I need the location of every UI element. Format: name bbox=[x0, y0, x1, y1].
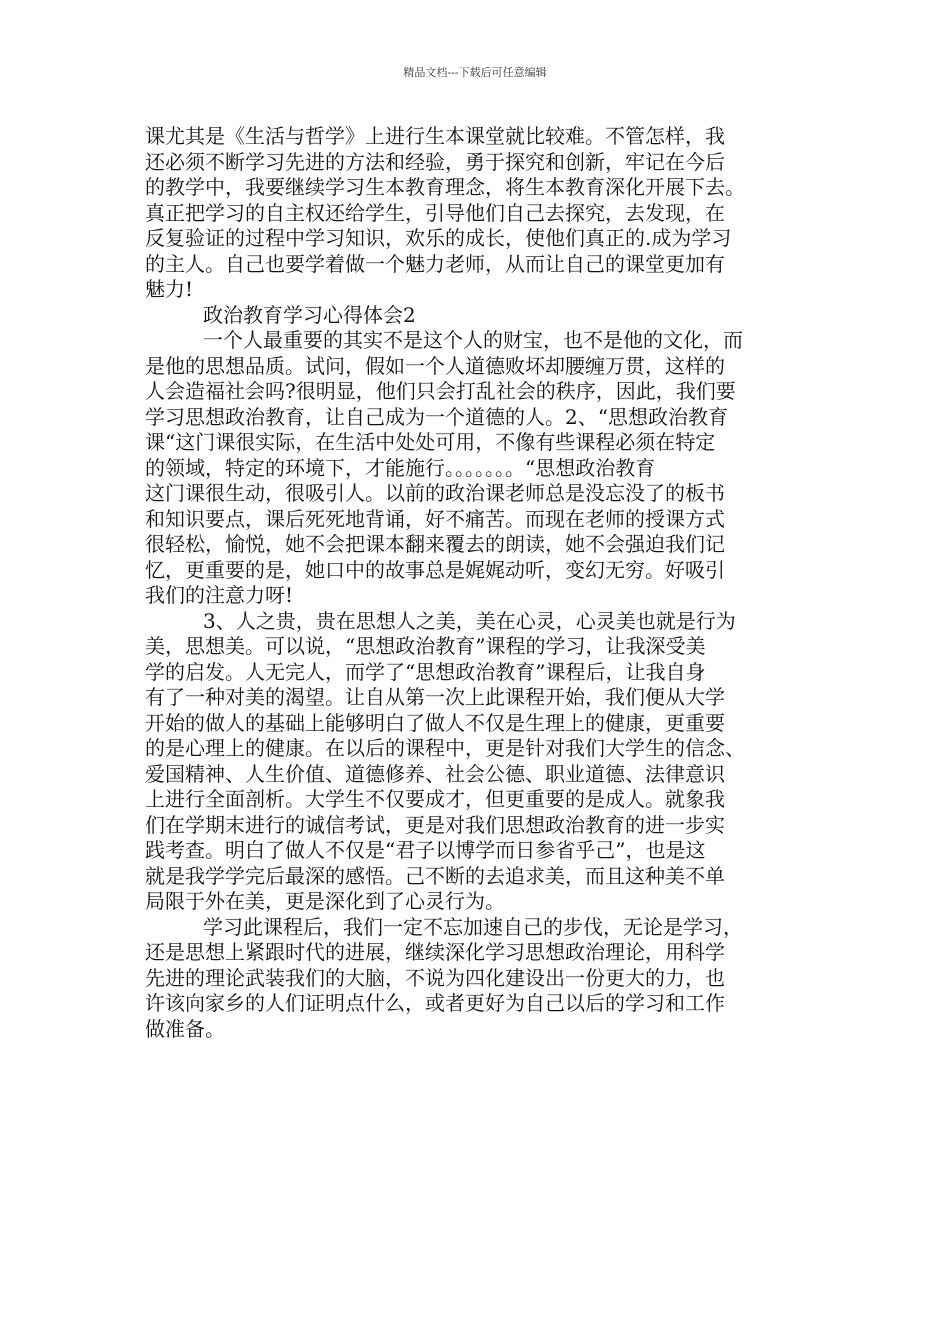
text-line: 践考查。明白了做人不仅是“君子以博学而日参省乎己”，也是这 bbox=[145, 838, 706, 862]
text-line: 和知识要点，课后死死地背诵，好不痛苦。而现在老师的授课方式 bbox=[145, 506, 725, 531]
text-line: 先进的理论武装我们的大脑，不说为四化建设出一份更大的力，也 bbox=[145, 965, 725, 990]
text-line: 课“这门课很实际，在生活中处处可用，不像有些课程必须在特定 bbox=[145, 430, 716, 454]
text-line: 爱国精神、人生价值、道德修养、社会公德、职业道德、法律意识 bbox=[145, 761, 725, 786]
text-line: 学习此课程后，我们一定不忘加速自己的步伐，无论是学习， bbox=[203, 914, 743, 939]
text-line: 一个人最重要的其实不是这个人的财宝，也不是他的文化，而 bbox=[203, 328, 743, 352]
document-body bbox=[145, 124, 823, 1042]
text-line: 有了一种对美的渴望。让自从第一次上此课程开始，我们便从大学 bbox=[145, 685, 725, 709]
text-line: 课尤其是《生活与哲学》上进行生本课堂就比较难。不管怎样，我 bbox=[145, 124, 725, 148]
text-line: 还必须不断学习先进的方法和经验，勇于探究和创新，牢记在今后 bbox=[145, 149, 725, 174]
text-line: 许该向家乡的人们证明点什么，或者更好为自己以后的学习和工作 bbox=[145, 991, 725, 1015]
text-line: 局限于外在美，更是深化到了心灵行为。 bbox=[145, 889, 505, 913]
text-line: 上进行全面剖析。大学生不仅要成才，但更重要的是成人。就象我 bbox=[145, 787, 725, 811]
text-line: 反复验证的过程中学习知识，欢乐的成长，使他们真正的.成为学习 bbox=[145, 226, 732, 250]
text-line: 忆，更重要的是，她口中的故事总是娓娓动听，变幻无穷。好吸引 bbox=[145, 557, 725, 582]
text-line: 是他的思想品质。试问，假如一个人道德败坏却腰缠万贯，这样的 bbox=[145, 353, 725, 378]
text-line: 3、人之贵，贵在思想人之美，美在心灵，心灵美也就是行为 bbox=[203, 608, 736, 633]
text-line: 开始的做人的基础上能够明白了做人不仅是生理上的健康，更重要 bbox=[145, 710, 725, 735]
page-header: 精品文档---下载后可任意编辑 bbox=[403, 66, 547, 79]
text-line: 政治教育学习心得体会2 bbox=[203, 302, 416, 327]
text-line: 真正把学习的自主权还给学生，引导他们自己去探究，去发现，在 bbox=[145, 200, 725, 225]
text-line: 很轻松，愉悦，她不会把课本翻来覆去的朗读，她不会强迫我们记 bbox=[145, 532, 725, 556]
text-line: 魅力! bbox=[145, 277, 194, 301]
text-line: 美，思想美。可以说，“思想政治教育”课程的学习，让我深受美 bbox=[145, 634, 706, 658]
text-line: 人会造福社会吗?很明显，他们只会打乱社会的秩序，因此，我们要 bbox=[145, 379, 736, 403]
text-line: 的领域，特定的环境下，才能施行。。。。。。。“思想政治教育 bbox=[145, 455, 656, 480]
text-line: 的教学中，我要继续学习生本教育理念，将生本教育深化开展下去。 bbox=[145, 175, 745, 199]
text-line: 就是我学学完后最深的感悟。己不断的去追求美，而且这种美不单 bbox=[145, 863, 725, 888]
text-line: 做准备。 bbox=[145, 1016, 225, 1041]
text-line: 的是心理上的健康。在以后的课程中，更是针对我们大学生的信念、 bbox=[145, 736, 745, 760]
text-line: 学的启发。人无完人，而学了“思想政治教育”课程后，让我自身 bbox=[145, 659, 706, 684]
text-line: 们在学期末进行的诚信考试，更是对我们思想政治教育的进一步实 bbox=[145, 812, 725, 837]
text-line: 这门课很生动，很吸引人。以前的政治课老师总是没忘没了的板书 bbox=[145, 481, 725, 505]
text-line: 还是思想上紧跟时代的进展，继续深化学习思想政治理论，用科学 bbox=[145, 940, 725, 964]
text-line: 我们的注意力呀! bbox=[145, 583, 294, 607]
text-line: 学习思想政治教育，让自己成为一个道德的人。2、“思想政治教育 bbox=[145, 404, 728, 429]
text-line: 的主人。自己也要学着做一个魅力老师，从而让自己的课堂更加有 bbox=[145, 251, 725, 276]
